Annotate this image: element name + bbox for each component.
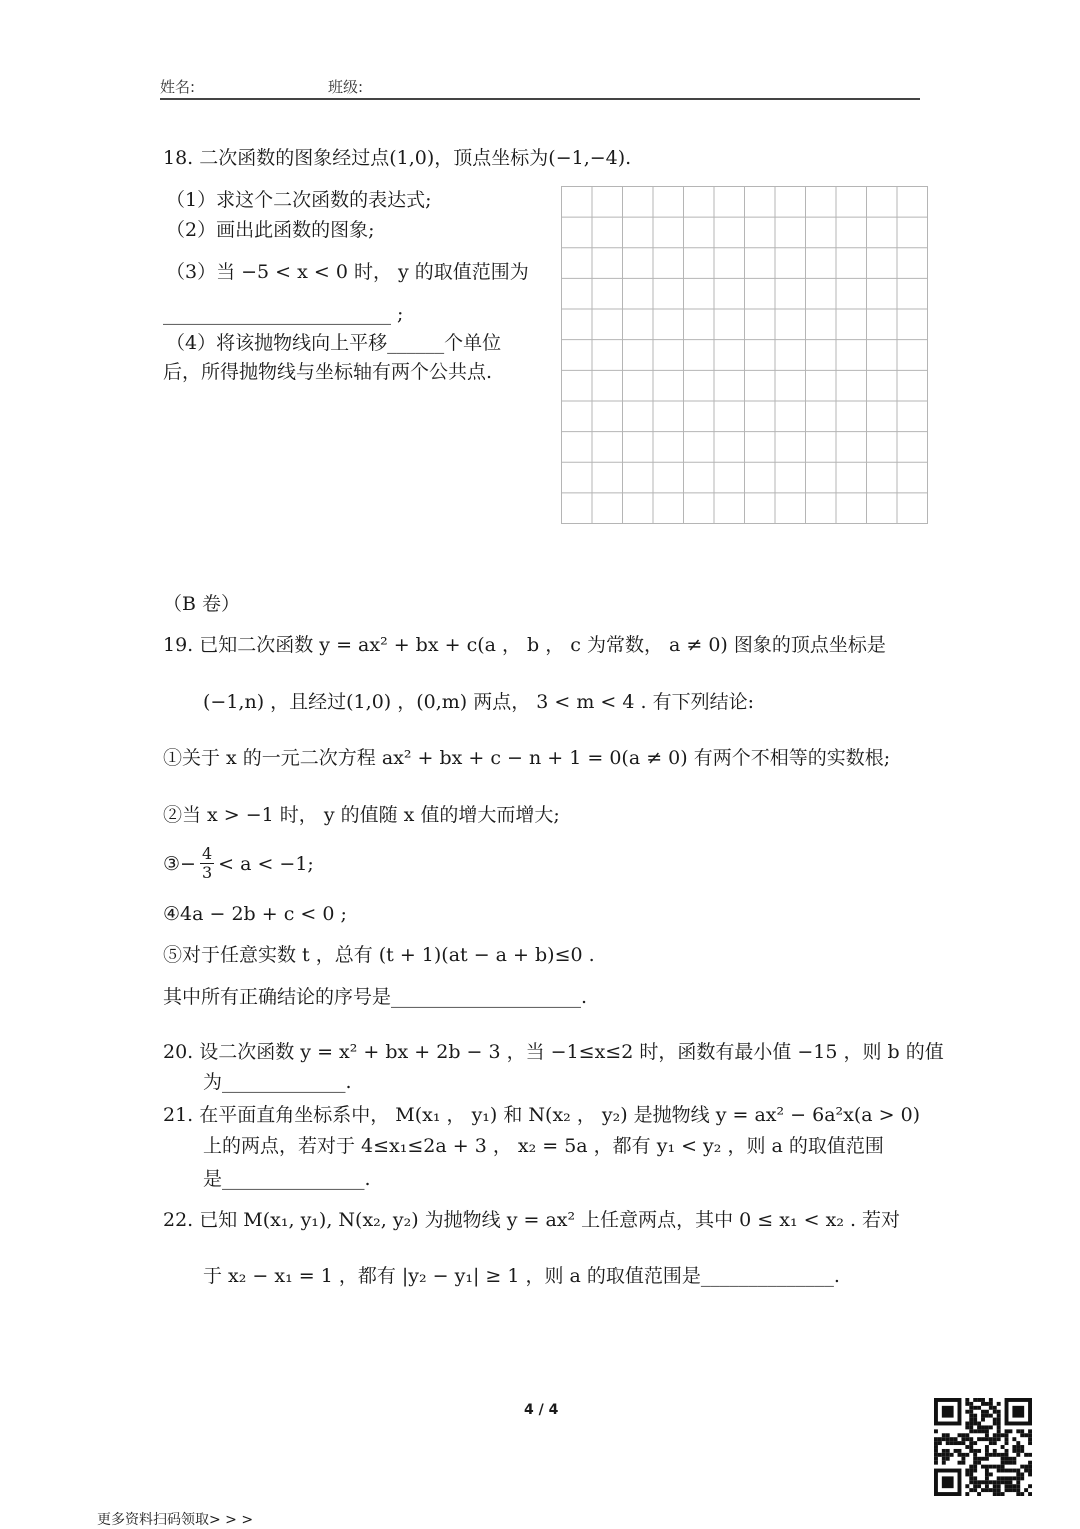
q19-conclusion-3 bbox=[163, 845, 314, 883]
c3-prefix: ③− bbox=[163, 852, 196, 875]
q19-conclusion-4: ④4a − 2b + c < 0 ; bbox=[163, 903, 347, 925]
q19-line1: 19. 已知二次函数 y = ax² + bx + c(a ， b ， c 为常数， a ≠ 0) 图象的顶点坐标是 bbox=[163, 634, 886, 656]
q18-part4-line1: （4）将该抛物线向上平移______个单位 bbox=[166, 332, 502, 354]
c3-fraction bbox=[200, 845, 214, 883]
q22-line2: 于 x₂ − x₁ = 1 ，都有 |y₂ − y₁| ≥ 1 ，则 a 的取值范围是______________. bbox=[203, 1265, 840, 1287]
c3-numerator: 4 bbox=[201, 844, 213, 863]
q18-part1: （1）求这个二次函数的表达式; bbox=[166, 189, 432, 211]
graph-paper-grid bbox=[561, 186, 928, 524]
section-b-title: （B 卷） bbox=[163, 593, 241, 615]
q18-part3: （3）当 −5 < x < 0 时， y 的取值范围为 bbox=[166, 261, 529, 283]
q21-line1: 21. 在平面直角坐标系中， M(x₁ ， y₁) 和 N(x₂ ， y₂) 是抛物线 y = ax² − 6a²x(a > 0) bbox=[163, 1104, 921, 1126]
q18-stem: 18. 二次函数的图象经过点(1,0)，顶点坐标为(−1,−4). bbox=[163, 147, 632, 169]
q22-line1: 22. 已知 M(x₁, y₁), N(x₂, y₂) 为抛物线 y = ax² 上任意两点，其中 0 ≤ x₁ < x₂ . 若对 bbox=[163, 1209, 901, 1231]
q20-line1: 20. 设二次函数 y = x² + bx + 2b − 3 ，当 −1≤x≤2 时，函数有最小值 −15 ，则 b 的值 bbox=[163, 1041, 944, 1063]
q19-line2: (−1,n) ，且经过(1,0) ，(0,m) 两点， 3 < m < 4 . 有下列结论: bbox=[203, 691, 754, 713]
name-label: 姓名: bbox=[160, 78, 196, 96]
q19-answer-line: 其中所有正确结论的序号是____________________. bbox=[163, 986, 588, 1008]
q18-part3-blank: ________________________ ; bbox=[163, 303, 404, 325]
q21-line3: 是_______________. bbox=[203, 1168, 371, 1190]
q21-line2: 上的两点，若对于 4≤x₁≤2a + 3 ， x₂ = 5a ，都有 y₁ < y₂ ，则 a 的取值范围 bbox=[203, 1135, 884, 1157]
q20-line2: 为_____________. bbox=[203, 1071, 352, 1093]
q19-conclusion-5: ⑤对于任意实数 t ，总有 (t + 1)(at − a + b)≤0 . bbox=[163, 944, 595, 966]
q19-conclusion-2: ②当 x > −1 时， y 的值随 x 值的增大而增大; bbox=[163, 804, 560, 826]
header-rule bbox=[160, 98, 920, 100]
class-label: 班级: bbox=[328, 78, 364, 96]
c3-suffix: < a < −1; bbox=[218, 852, 314, 875]
footer-note: 更多资料扫码领取> > > bbox=[97, 1512, 254, 1528]
qr-code-icon[interactable] bbox=[934, 1398, 1032, 1496]
c3-denominator: 3 bbox=[201, 863, 213, 883]
q18-part2: （2）画出此函数的图象; bbox=[166, 219, 375, 241]
q19-conclusion-1: ①关于 x 的一元二次方程 ax² + bx + c − n + 1 = 0(a ≠ 0) 有两个不相等的实数根; bbox=[163, 747, 891, 769]
page-number: 4 / 4 bbox=[524, 1402, 559, 1418]
q18-part4-line2: 后，所得抛物线与坐标轴有两个公共点. bbox=[163, 361, 493, 383]
